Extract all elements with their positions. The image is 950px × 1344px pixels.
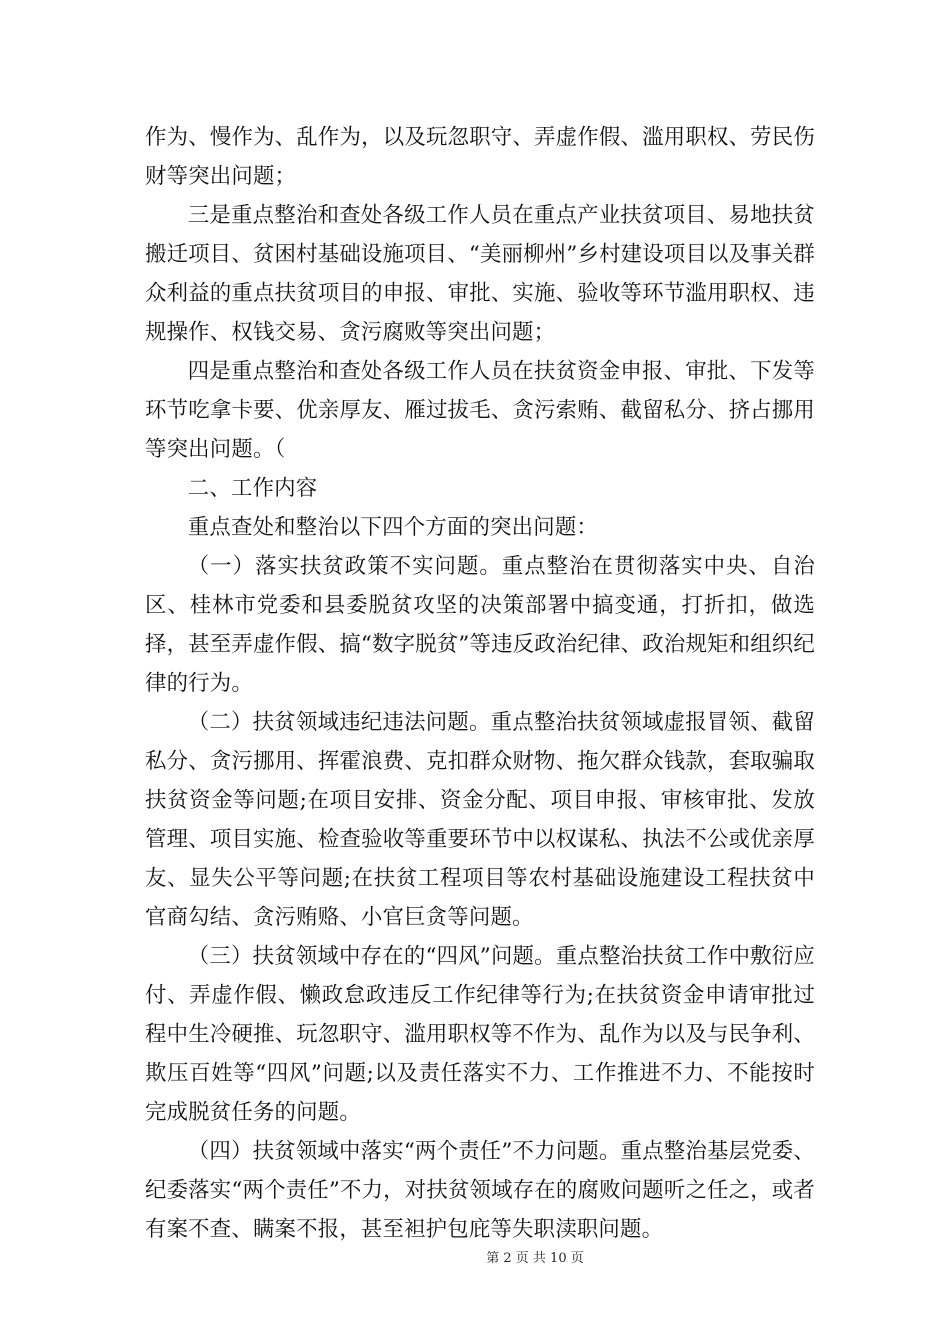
document-body xyxy=(145,118,815,1249)
paragraph-issue-one: （一）落实扶贫政策不实问题。重点整治在贯彻落实中央、自治区、桂林市党委和县委脱贫攻坚的决策部署中搞变通，打折扣，做选择，甚至弄虚作假、搞“数字脱贫”等违反政治纪律、政治规矩和组织纪律的行为。 xyxy=(145,554,815,696)
page-number: 第 2 页 共 10 页 xyxy=(486,1251,584,1266)
paragraph-item-four: 四是重点整治和查处各级工作人员在扶贫资金申报、审批、下发等环节吃拿卡要、优亲厚友、雁过拔毛、贪污索贿、截留私分、挤占挪用等突出问题。（ xyxy=(145,359,815,462)
paragraph-issue-three: （三）扶贫领域中存在的“四风”问题。重点整治扶贫工作中敷衍应付、弄虚作假、懒政怠政违反工作纪律等行为;在扶贫资金申请审批过程中生冷硬推、玩忽职守、滥用职权等不作为、乱作为以及与民争利、欺压百姓等“四风”问题;以及责任落实不力、工作推进不力、不能按时完成脱贫任务的问题。 xyxy=(145,944,815,1125)
section-heading-work-content: 二、工作内容 xyxy=(187,476,318,501)
paragraph-issue-two: （二）扶贫领域违纪违法问题。重点整治扶贫领域虚报冒领、截留私分、贪污挪用、挥霍浪费、克扣群众财物、拖欠群众钱款，套取骗取扶贫资金等问题;在项目安排、资金分配、项目申报、审核审批、发放管理、项目实施、检查验收等重要环节中以权谋私、执法不公或优亲厚友、显失公平等问题;在扶贫工程项目等农村基础设施建设工程扶贫中官商勾结、贪污贿赂、小官巨贪等问题。 xyxy=(145,710,815,930)
paragraph-intro: 重点查处和整治以下四个方面的突出问题： xyxy=(187,515,599,540)
paragraph-item-three: 三是重点整治和查处各级工作人员在重点产业扶贫项目、易地扶贫搬迁项目、贫困村基础设施项目、“美丽柳州”乡村建设项目以及事关群众利益的重点扶贫项目的申报、审批、实施、验收等环节滥用职权、违规操作、权钱交易、贪污腐败等突出问题； xyxy=(145,203,815,345)
paragraph-continuation: 作为、慢作为、乱作为，以及玩忽职守、弄虚作假、滥用职权、劳民伤财等突出问题； xyxy=(145,125,815,189)
paragraph-issue-four: （四）扶贫领域中落实“两个责任”不力问题。重点整治基层党委、纪委落实“两个责任”不力，对扶贫领域存在的腐败问题听之任之，或者有案不查、瞒案不报，甚至袒护包庇等失职渎职问题。 xyxy=(145,1139,815,1242)
